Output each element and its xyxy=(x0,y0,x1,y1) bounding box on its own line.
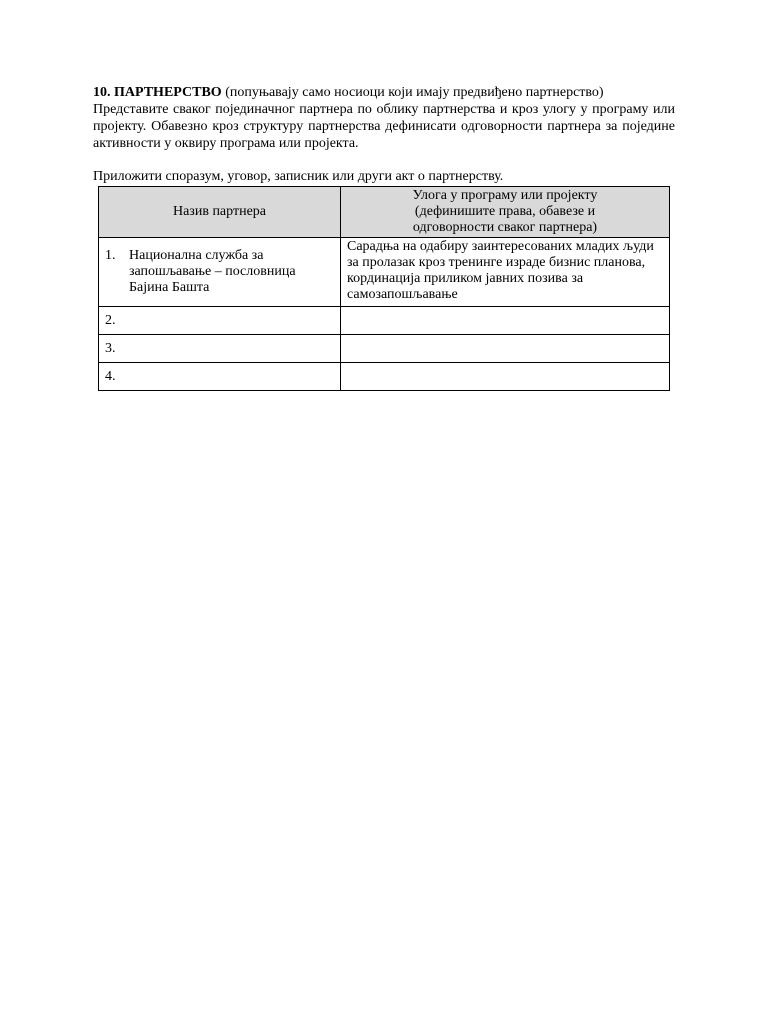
section-title: 10. ПАРТНЕРСТВО xyxy=(93,85,222,100)
header-partner-name: Назив партнера xyxy=(99,187,341,238)
table-row xyxy=(99,238,670,307)
row-number: 4. xyxy=(105,368,116,384)
partner-role-cell[interactable] xyxy=(341,363,670,391)
partner-name-cell[interactable] xyxy=(99,335,341,363)
table-header-row xyxy=(99,187,670,238)
header-partner-role xyxy=(341,187,670,238)
table-row xyxy=(99,335,670,363)
attach-instruction: Приложити споразум, уговор, записник или други акт о партнерству. xyxy=(93,169,504,184)
section-heading xyxy=(93,84,675,101)
partner-name: Национална служба за запошљавање – пословница Бајина Башта xyxy=(129,248,296,295)
document-body xyxy=(93,84,675,185)
section-note: (попуњавају само носиоци који имају предвиђено партнерство) xyxy=(225,85,604,100)
table-row xyxy=(99,307,670,335)
partner-name-cell[interactable] xyxy=(99,307,341,335)
partner-role-cell[interactable] xyxy=(341,335,670,363)
header-role-line: одговорности сваког партнера) xyxy=(412,220,598,235)
header-role-line: Улога у програму или пројекту xyxy=(412,188,598,203)
partner-role-cell[interactable]: Сарадња на одабиру заинтересованих младих људи за пролазак кроз тренинге израде бизнис планова, кординација приликом јавних позива за самозапошљавање xyxy=(341,238,670,307)
section-intro: Представите сваког појединачног партнера по облику партнерства и кроз улогу у програму или пројекту. Обавезно кроз структуру партнерства дефинисати одговорности партнера за поједине активности у оквиру програма или пројекта. xyxy=(93,102,675,151)
partners-table xyxy=(98,186,670,391)
row-number: 1. xyxy=(105,248,116,263)
row-number: 2. xyxy=(105,312,116,328)
partner-role-cell[interactable] xyxy=(341,307,670,335)
header-role-line: (дефинишите права, обавезе и xyxy=(414,204,596,219)
table-row xyxy=(99,363,670,391)
partner-name-cell[interactable] xyxy=(99,363,341,391)
partner-name-cell[interactable] xyxy=(99,238,341,307)
row-number: 3. xyxy=(105,340,116,356)
